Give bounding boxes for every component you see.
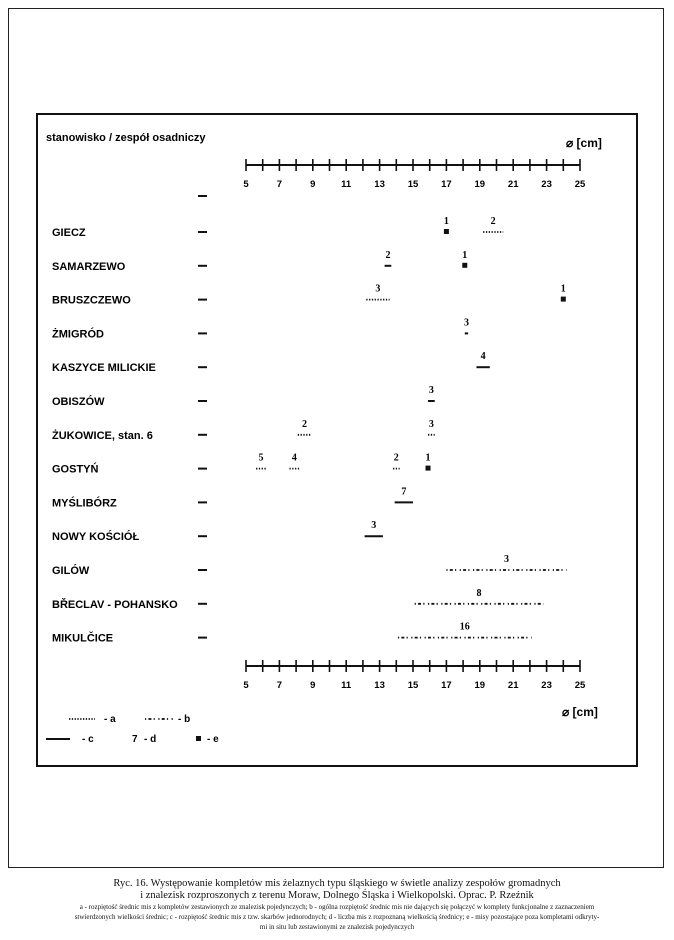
count-label: 16 bbox=[459, 621, 470, 633]
tick-label-top: 21 bbox=[507, 179, 519, 190]
site-label: GIECZ bbox=[52, 227, 86, 239]
site-label: BRUSZCZEWO bbox=[52, 294, 131, 307]
legend-label-b: - b bbox=[178, 714, 191, 725]
data-row bbox=[52, 453, 431, 476]
tick-label-bottom: 9 bbox=[310, 680, 316, 691]
data-row bbox=[52, 622, 532, 645]
tick-label-bottom: 23 bbox=[541, 680, 552, 691]
caption-title-1: Ryc. 16. Występowanie kompletów mis żelaznych typu śląskiego w świetle analizy zespołów gromadnych bbox=[113, 878, 561, 889]
site-label: KASZYCE MILICKIE bbox=[52, 362, 156, 375]
data-row bbox=[52, 351, 490, 374]
tick-label-bottom: 17 bbox=[441, 680, 452, 691]
legend-sample-d: 7 bbox=[132, 734, 138, 745]
tick-label-bottom: 13 bbox=[374, 680, 385, 691]
tick-label-top: 15 bbox=[407, 179, 419, 190]
count-label: 2 bbox=[385, 249, 391, 261]
caption-detail-2: stwierdzonych wielkości średnic; c - rozpiętość średnic mis z tzw. skarbów jednorodnych; d - liczba mis z rozpoznaną wielkością średnicy; e - misy pozostające poza kompletami odkryty- bbox=[74, 913, 600, 921]
tick-label-top: 7 bbox=[276, 179, 283, 190]
data-row bbox=[52, 317, 469, 340]
square-marker bbox=[426, 466, 431, 471]
site-label: NOWY KOŚCIÓŁ bbox=[52, 531, 140, 544]
data-row bbox=[52, 520, 383, 543]
legend-label-c: - c bbox=[82, 734, 94, 745]
tick-label-top: 5 bbox=[243, 179, 249, 190]
axis-unit-top: ⌀ [cm] bbox=[566, 136, 602, 150]
header-label: stanowisko / zespół osadniczy bbox=[46, 132, 206, 144]
count-label: 1 bbox=[560, 283, 566, 295]
count-label: 3 bbox=[375, 283, 381, 295]
caption-detail-3: mi in situ lub zestawionymi ze znalezisk pojedynczych bbox=[259, 923, 415, 931]
count-label: 5 bbox=[258, 452, 264, 464]
data-row bbox=[52, 385, 435, 408]
count-label: 1 bbox=[462, 249, 468, 261]
data-row bbox=[52, 486, 413, 509]
legend-label-d: - d bbox=[144, 734, 157, 745]
site-label: GOSTYŃ bbox=[52, 463, 99, 476]
count-label: 3 bbox=[504, 554, 510, 565]
tick-label-top: 9 bbox=[310, 179, 316, 190]
data-row bbox=[52, 419, 435, 442]
count-label: 3 bbox=[428, 418, 434, 430]
site-label: GILÓW bbox=[52, 565, 90, 577]
count-label: 2 bbox=[490, 216, 496, 227]
count-label: 1 bbox=[425, 452, 431, 464]
count-label: 4 bbox=[480, 351, 486, 363]
square-marker bbox=[444, 229, 449, 234]
count-label: 2 bbox=[393, 452, 399, 464]
tick-label-top: 19 bbox=[474, 179, 486, 190]
data-row bbox=[52, 554, 567, 577]
data-row bbox=[52, 250, 467, 273]
count-label: 1 bbox=[443, 216, 449, 227]
count-label: 8 bbox=[476, 587, 482, 599]
tick-label-top: 13 bbox=[374, 179, 385, 190]
caption-title-2: i znalezisk rozproszonych z terenu Moraw, Dolnego Śląska i Wielkopolski. Oprac. P. Rzeźnik bbox=[140, 890, 534, 901]
data-row bbox=[52, 284, 566, 307]
site-label: ŻMIGRÓD bbox=[52, 328, 104, 341]
count-label: 7 bbox=[401, 486, 407, 498]
count-label: 4 bbox=[291, 452, 297, 464]
tick-label-bottom: 19 bbox=[474, 680, 486, 691]
legend-square-marker bbox=[196, 736, 201, 741]
tick-label-top: 25 bbox=[574, 179, 586, 190]
tick-label-bottom: 15 bbox=[407, 680, 419, 691]
square-marker bbox=[561, 297, 566, 302]
site-label: SAMARZEWO bbox=[52, 260, 126, 273]
axis-unit-bottom: ⌀ [cm] bbox=[562, 705, 598, 719]
site-label: MYŚLIBÓRZ bbox=[52, 497, 117, 510]
caption-detail-1: a - rozpiętość średnic mis z kompletów zestawionych ze znalezisk pojedynczych; b - ogólna rozpiętość średnic mis nie dających się połączyć w komplety funkcjonalne z zaznaczeniem bbox=[79, 903, 595, 911]
site-label: OBISZÓW bbox=[52, 396, 105, 408]
tick-label-bottom: 11 bbox=[341, 680, 352, 691]
site-label: BŘECLAV - POHANSKO bbox=[52, 598, 178, 611]
data-row bbox=[52, 216, 503, 239]
tick-label-bottom: 25 bbox=[574, 680, 586, 691]
tick-label-bottom: 5 bbox=[243, 680, 249, 691]
count-label: 2 bbox=[301, 418, 307, 430]
tick-label-top: 11 bbox=[341, 179, 352, 190]
tick-label-top: 23 bbox=[541, 179, 552, 190]
count-label: 3 bbox=[428, 385, 434, 396]
square-marker bbox=[462, 263, 467, 268]
site-label: ŻUKOWICE, stan. 6 bbox=[52, 429, 153, 442]
tick-label-top: 17 bbox=[441, 179, 452, 190]
data-row bbox=[52, 588, 543, 611]
site-label: MIKULČICE bbox=[52, 632, 114, 645]
count-label: 3 bbox=[463, 317, 469, 329]
count-label: 3 bbox=[371, 520, 377, 532]
legend-label-e: - e bbox=[207, 734, 219, 745]
tick-label-bottom: 21 bbox=[507, 680, 519, 691]
legend-label-a: - a bbox=[104, 714, 116, 725]
tick-label-bottom: 7 bbox=[276, 680, 283, 691]
figure-caption bbox=[10, 878, 664, 932]
